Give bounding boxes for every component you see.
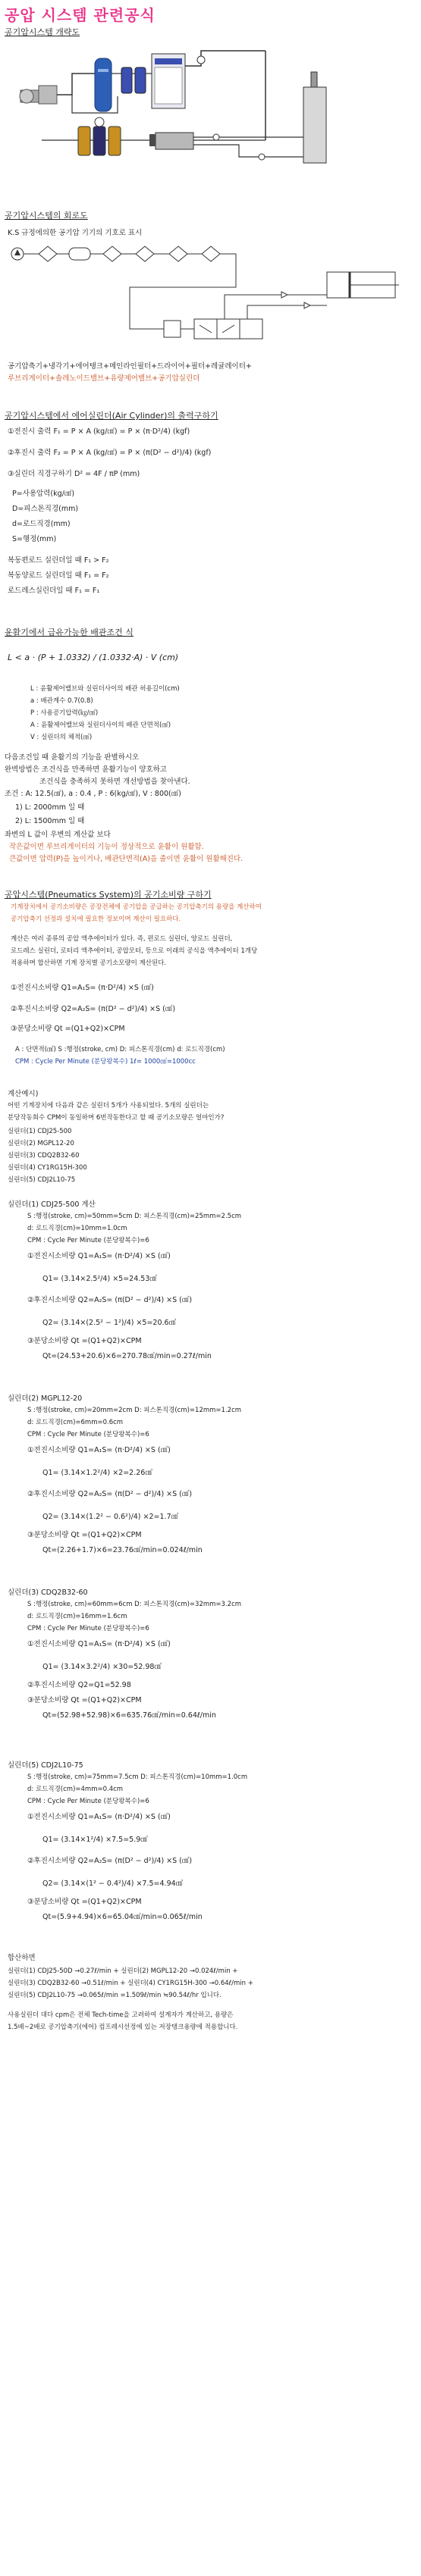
circuit-diagram — [8, 241, 404, 364]
air-cylinder — [303, 87, 326, 163]
cyl1-heading: 실린더(1) CDJ25-500 계산 — [8, 1200, 96, 1209]
var-s: S=행정(mm) — [12, 535, 57, 543]
consumption-forward: ①전진시소비량 Q1=A₁S= (π·D²/4) ×S (㎤) — [11, 984, 154, 992]
section-heading-system-overview: 공기압시스템 개략도 — [5, 27, 80, 37]
regulator-symbol — [164, 321, 181, 337]
cyl3-rod: d: 로드직경(cm)=16mm=1.6cm — [27, 1613, 127, 1620]
frl-lubricator — [108, 127, 121, 155]
cyl1-backward-formula: ②후진시소비량 Q2=A₂S= (π(D² − d²)/4) ×S (㎤) — [27, 1296, 193, 1304]
example-title: 계산예시) — [8, 1090, 39, 1098]
cyl2-total-result: Qt=(2.26+1.7)×6=23.76㎤/min=0.024ℓ/min — [42, 1546, 203, 1554]
consumption-backward: ②후진시소비량 Q2=A₂S= (π(D² − d²)/4) ×S (㎤) — [11, 1005, 176, 1013]
var-d-rod: d=로드직경(mm) — [12, 520, 71, 528]
drain-filter — [135, 67, 146, 93]
cyl5-forward-result: Q1= (3.14×1²/4) ×7.5=5.9㎤ — [42, 1836, 148, 1844]
cylinder-list-2: 실린더(2) MGPL12-20 — [8, 1140, 74, 1147]
dryer-symbol — [136, 246, 154, 261]
cyl1-stroke: S :행정(stroke, cm)=50mm=5cm D: 피스톤직경(cm)=25mm=2.5cm — [27, 1213, 242, 1220]
cyl1-backward-result: Q2= (3.14×(2.5² − 1²)/4) ×5=20.6㎤ — [42, 1319, 177, 1327]
section-heading-lubricator: 윤활기에서 급유가능한 배관조건 식 — [5, 628, 134, 637]
intro-4: 로드레스 실린더, 로터리 액추에이터, 공압모터, 등으로 이래의 공식을 액추에이터 1개당 — [11, 947, 258, 955]
lub-answer-1: 좌변의 L 값이 우변의 계산값 보다 — [5, 831, 111, 839]
circuit-diagram-drawing — [8, 242, 403, 363]
section-heading-circuit: 공기압시스템의 회로도 — [5, 211, 88, 221]
cyl2-backward-formula: ②후진시소비량 Q2=A₂S= (π(D² − d²)/4) ×S (㎤) — [27, 1490, 193, 1498]
valve-block-3 — [240, 319, 262, 339]
lub-var-1: L : 윤활제어밸브와 실린더사이의 배관 허용길이(cm) — [30, 685, 180, 693]
sum-line-1: 실린더(1) CDJ25-50D →0.27ℓ/min + 실린더(2) MGPL12-20 →0.024ℓ/min + — [8, 1967, 238, 1975]
cyl2-total-formula: ③분당소비량 Qt =(Q1+Q2)×CPM — [27, 1531, 142, 1539]
formula-backward-output: ②후진시 출력 F₂ = P × A (kg/㎠) = P × (π(D² − d²)/4) (kgf) — [8, 449, 212, 457]
cyl2-cpm: CPM : Cycle Per Minute (분당왕복수)=6 — [27, 1431, 149, 1438]
intro-5: 적용하며 합산하면 기계 장치별 공기소모량이 계산된다. — [11, 959, 167, 967]
double-rod-case: 복동양로드 실린더일 때 F₁ = F₂ — [8, 571, 109, 580]
flow-control-1 — [281, 292, 287, 298]
cyl3-total-result: Qt=(52.98+52.98)×6=635.76㎤/min=0.64ℓ/min — [42, 1711, 216, 1720]
lub-var-4: A : 윤활제어밸브와 실린더사이의 배관 단면적(㎠) — [30, 721, 171, 729]
circuit-desc-line2: 루브리게이터+솔레노이드밸브+유량제어밸브+공기압실린더 — [8, 374, 200, 383]
cyl5-heading: 실린더(5) CDJ2L10-75 — [8, 1761, 83, 1770]
rodless-case: 로드레스실린더일 때 F₁ = F₁ — [8, 587, 100, 595]
cyl3-forward-result: Q1= (3.14×3.2²/4) ×30=52.98㎤ — [42, 1663, 162, 1671]
single-rod-case: 복동편로드 실린더일 때 F₁ > F₂ — [8, 556, 109, 565]
cyl3-stroke: S :행정(stroke, cm)=60mm=6cm D: 피스톤직경(cm)=32mm=3.2cm — [27, 1601, 242, 1608]
note-2: 1.5배~2배로 공기압축기(에어) 컴프레시선정에 있는 저장탱크용량에 적용합니다. — [8, 2024, 238, 2031]
intro-1: 기계장치에서 공기소비량은 공장전체에 공기압을 공급하는 공기압축기의 용량을 계산하여 — [11, 903, 262, 911]
air-receiver-tank — [95, 58, 112, 111]
cyl3-heading: 실린더(3) CDQ2B32-60 — [8, 1588, 88, 1597]
var-p: P=사용압력(kg/㎠) — [12, 490, 75, 498]
lub-var-2: a : 배관계수 0.7(0.8) — [30, 697, 93, 705]
sum-line-3: 실린더(5) CDJ2L10-75 →0.065ℓ/min =1.509ℓ/min ≒90.54ℓ/hr 입니다. — [8, 1992, 221, 1999]
cyl3-total-formula: ③분당소비량 Qt =(Q1+Q2)×CPM — [27, 1696, 142, 1704]
tank-symbol — [69, 248, 90, 260]
cyl5-cpm: CPM : Cycle Per Minute (분당왕복수)=6 — [27, 1798, 149, 1805]
cyl1-total-result: Qt=(24.53+20.6)×6=270.78㎤/min=0.27ℓ/min — [42, 1352, 212, 1360]
lub-case-1: 1) L: 2000mm 일 때 — [15, 803, 85, 812]
consumption-per-minute: ③분당소비량 Qt =(Q1+Q2)×CPM — [11, 1025, 125, 1033]
cyl1-forward-result: Q1= (3.14×2.5²/4) ×5=24.53㎤ — [42, 1275, 157, 1283]
main-filter-symbol — [103, 246, 121, 261]
system-schematic-drawing — [11, 43, 406, 180]
lub-problem-2: 완벽방법은 조건식을 만족하면 윤활기능이 양호하고 — [5, 765, 167, 774]
cyl1-forward-formula: ①전진시소비량 Q1=A₁S= (π·D²/4) ×S (㎤) — [27, 1252, 171, 1260]
cyl5-stroke: S :행정(stroke, cm)=75mm=7.5cm D: 피스톤직경(cm)=10mm=1.0cm — [27, 1773, 248, 1781]
frl-regulator — [93, 127, 105, 155]
ks-symbol-label: K.S 규정에의한 공기압 기기의 기호로 표시 — [8, 229, 143, 237]
cylinder-list-3: 실린더(3) CDQ2B32-60 — [8, 1152, 80, 1160]
lubricator-symbol — [202, 246, 220, 261]
sum-line-2: 실린더(3) CDQ2B32-60 →0.51ℓ/min + 실린더(4) CY1RG15H-300 →0.64ℓ/min + — [8, 1980, 253, 1987]
lub-answer-2: 작은값이면 루브리게이터의 기능이 정상적으로 윤활이 원활함. — [9, 843, 204, 851]
cyl5-total-result: Qt=(5.9+4.94)×6=65.04㎤/min=0.065ℓ/min — [42, 1913, 203, 1921]
compressor-motor — [20, 89, 33, 103]
lub-problem-3: 조건식을 충족하지 못하면 개선방법을 찾아낸다. — [39, 778, 190, 786]
formula-cylinder-diameter: ③실린더 직경구하기 D² = 4F / πP (mm) — [8, 470, 140, 478]
intro-3: 계산은 여러 종류의 공압 액추에이터가 있다. 즉, 편로드 실린더, 양로드 실린더, — [11, 935, 233, 943]
cylinder-list-5: 실린더(5) CDJ2L10-75 — [8, 1176, 76, 1184]
cyl2-stroke: S :행정(stroke, cm)=20mm=2cm D: 피스톤직경(cm)=12mm=1.2cm — [27, 1407, 242, 1414]
cyl1-rod: d: 로드직경(cm)=10mm=1.0cm — [27, 1225, 127, 1232]
sum-heading: 합산하면 — [8, 1954, 36, 1962]
lub-answer-3: 큰값이면 압력(P)을 높이거나, 배관단면적(A)을 줄이면 윤활이 원활해진다. — [9, 855, 243, 863]
main-line-filter — [121, 67, 132, 93]
cyl1-total-formula: ③분당소비량 Qt =(Q1+Q2)×CPM — [27, 1337, 142, 1345]
circuit-desc-line1: 공기압축기+냉각기+에어탱크+메인라인필터+드라이어+필터+레귤레이터+ — [8, 362, 252, 371]
lub-var-3: P : 사용공기압력(㎏/㎠) — [30, 709, 99, 717]
section-heading-air-consumption: 공압시스템(Pneumatics System)의 공기소비량 구하기 — [5, 890, 212, 900]
cyl5-total-formula: ③분당소비량 Qt =(Q1+Q2)×CPM — [27, 1898, 142, 1906]
var-d-piston: D=피스톤직경(mm) — [12, 505, 79, 513]
cyl2-heading: 실린더(2) MGPL12-20 — [8, 1394, 83, 1403]
cyl3-forward-formula: ①전진시소비량 Q1=A₁S= (π·D²/4) ×S (㎤) — [27, 1640, 171, 1648]
flow-control-2 — [304, 302, 310, 308]
definition-1: A : 단면적(㎠) S :행정(stroke, cm) D: 피스톤직경(cm) d: 로드직경(cm) — [15, 1046, 225, 1053]
cyl5-rod: d: 로드직경(cm)=4mm=0.4cm — [27, 1786, 124, 1793]
definition-2: CPM : Cycle Per Minute (분당왕복수) 1ℓ= 1000㎤=1000cc — [15, 1058, 196, 1066]
cyl5-forward-formula: ①전진시소비량 Q1=A₁S= (π·D²/4) ×S (㎤) — [27, 1813, 171, 1821]
cyl2-rod: d: 로드직경(cm)=6mm=0.6cm — [27, 1419, 124, 1426]
lub-case-2: 2) L: 1500mm 일 때 — [15, 817, 85, 825]
note-1: 사용실린더 대다 cpm은 전체 Tech-time을 고려하여 설계자가 계산하고, 용량은 — [8, 2011, 234, 2019]
cooler-symbol — [39, 246, 57, 261]
page-title: 공압 시스템 관련공식 — [5, 6, 156, 24]
lub-var-5: V : 실린더의 체적(㎤) — [30, 734, 93, 741]
cyl3-cpm: CPM : Cycle Per Minute (분당왕복수)=6 — [27, 1625, 149, 1632]
cyl2-forward-result: Q1= (3.14×1.2²/4) ×2=2.26㎤ — [42, 1469, 152, 1477]
lubricator-formula: L < a · (P + 1.0332) / (1.0332·A) · V (cm) — [8, 653, 179, 662]
compressor-head — [39, 86, 57, 104]
frl-filter — [78, 127, 90, 155]
cyl2-forward-formula: ①전진시소비량 Q1=A₁S= (π·D²/4) ×S (㎤) — [27, 1446, 171, 1454]
cyl5-backward-formula: ②후진시소비량 Q2=A₂S= (π(D² − d²)/4) ×S (㎤) — [27, 1857, 193, 1865]
cyl3-backward-formula: ②후진시소비량 Q2=Q1=52.98 — [27, 1681, 131, 1689]
formula-forward-output: ①전진시 출력 F₁ = P × A (kg/㎠) = P × (π·D²/4) (kgf) — [8, 427, 190, 436]
cyl2-backward-result: Q2= (3.14×(1.2² − 0.6²)/4) ×2=1.7㎤ — [42, 1513, 179, 1521]
cylinder-list-1: 실린더(1) CDJ25-500 — [8, 1128, 72, 1135]
system-schematic — [11, 42, 407, 180]
filter-symbol — [169, 246, 187, 261]
cylinder-list-4: 실린더(4) CY1RG15H-300 — [8, 1164, 87, 1172]
lub-problem-1: 다음조건일 때 윤활기의 기능을 판별하시오 — [5, 753, 140, 762]
example-desc-1: 어떤 기계장치에 다음과 같은 실린더 5개가 사용되었다. 5개의 실린더는 — [8, 1102, 209, 1110]
example-desc-2: 분당작동회수 CPM이 동일하며 6번작동한다고 할 때 공기소모량은 얼마인가? — [8, 1114, 225, 1122]
intro-2: 공기압축기 선정과 설치에 필요한 정보이며 계산이 필요하다. — [11, 916, 181, 923]
solenoid-valve — [156, 133, 193, 149]
section-heading-cylinder-output: 공기압시스템에서 에어실린더(Air Cylinder)의 출력구하기 — [5, 411, 218, 421]
lub-conditions: 조건 : A: 12.5(㎠), a : 0.4 , P : 6(kg/㎠), V : 800(㎤) — [5, 790, 181, 798]
cyl5-backward-result: Q2= (3.14×(1² − 0.4²)/4) ×7.5=4.94㎤ — [42, 1880, 184, 1888]
cyl1-cpm: CPM : Cycle Per Minute (분당왕복수)=6 — [27, 1237, 149, 1244]
